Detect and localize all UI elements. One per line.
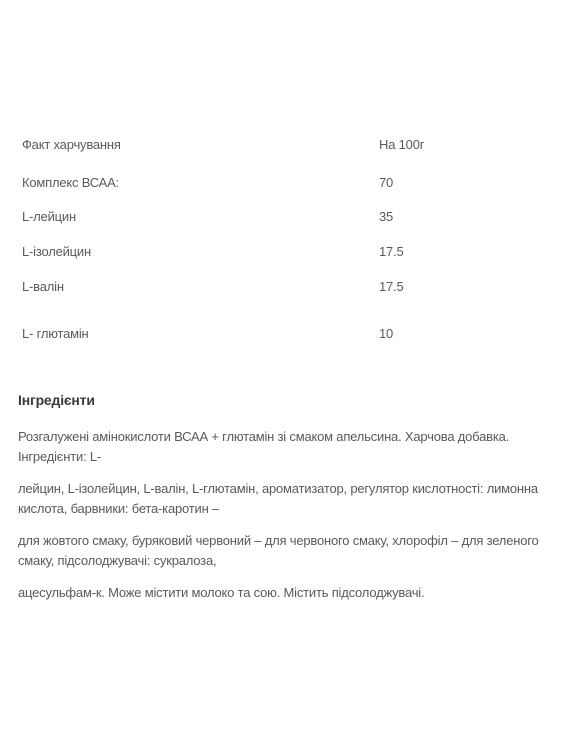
ingredients-paragraph: ацесульфам-к. Може містити молоко та сою. Містить підсолоджувачі. — [18, 585, 425, 600]
ingredients-paragraph: для жовтого смаку, буряковий червоний – для червоного смаку, хлорофіл – для зеленого смаку, підсолоджувачі: сукралоза, — [18, 533, 539, 568]
nutrition-row-name: L-валін — [22, 279, 64, 294]
nutrition-row-value: На 100г — [379, 137, 425, 152]
ingredients-paragraph: лейцин, L-ізолейцин, L-валін, L-глютамін, ароматизатор, регулятор кислотності: лимонна кислота, барвники: бета-каротин – — [18, 481, 538, 516]
nutrition-row-value: 17.5 — [379, 279, 404, 294]
nutrition-row-value: 70 — [379, 175, 394, 190]
nutrition-row-name: L-лейцин — [22, 209, 76, 224]
nutrition-row-value: 17.5 — [379, 244, 404, 259]
ingredients-title: Інгредієнти — [18, 392, 95, 408]
nutrition-row-name: Факт харчування — [22, 137, 121, 152]
nutrition-row-value: 35 — [379, 209, 394, 224]
ingredients-paragraph: Розгалужені амінокислоти ВСАА + глютамін зі смаком апельсина. Харчова добавка. Інгредієнти: L- — [18, 429, 510, 464]
nutrition-row-name: Комплекс ВСАА: — [22, 175, 120, 190]
ingredients-section — [18, 390, 553, 615]
nutrition-row-name: L-ізолейцин — [22, 244, 91, 259]
nutrition-row-name: L- глютамін — [22, 326, 89, 341]
nutrition-row-value: 10 — [379, 326, 394, 341]
